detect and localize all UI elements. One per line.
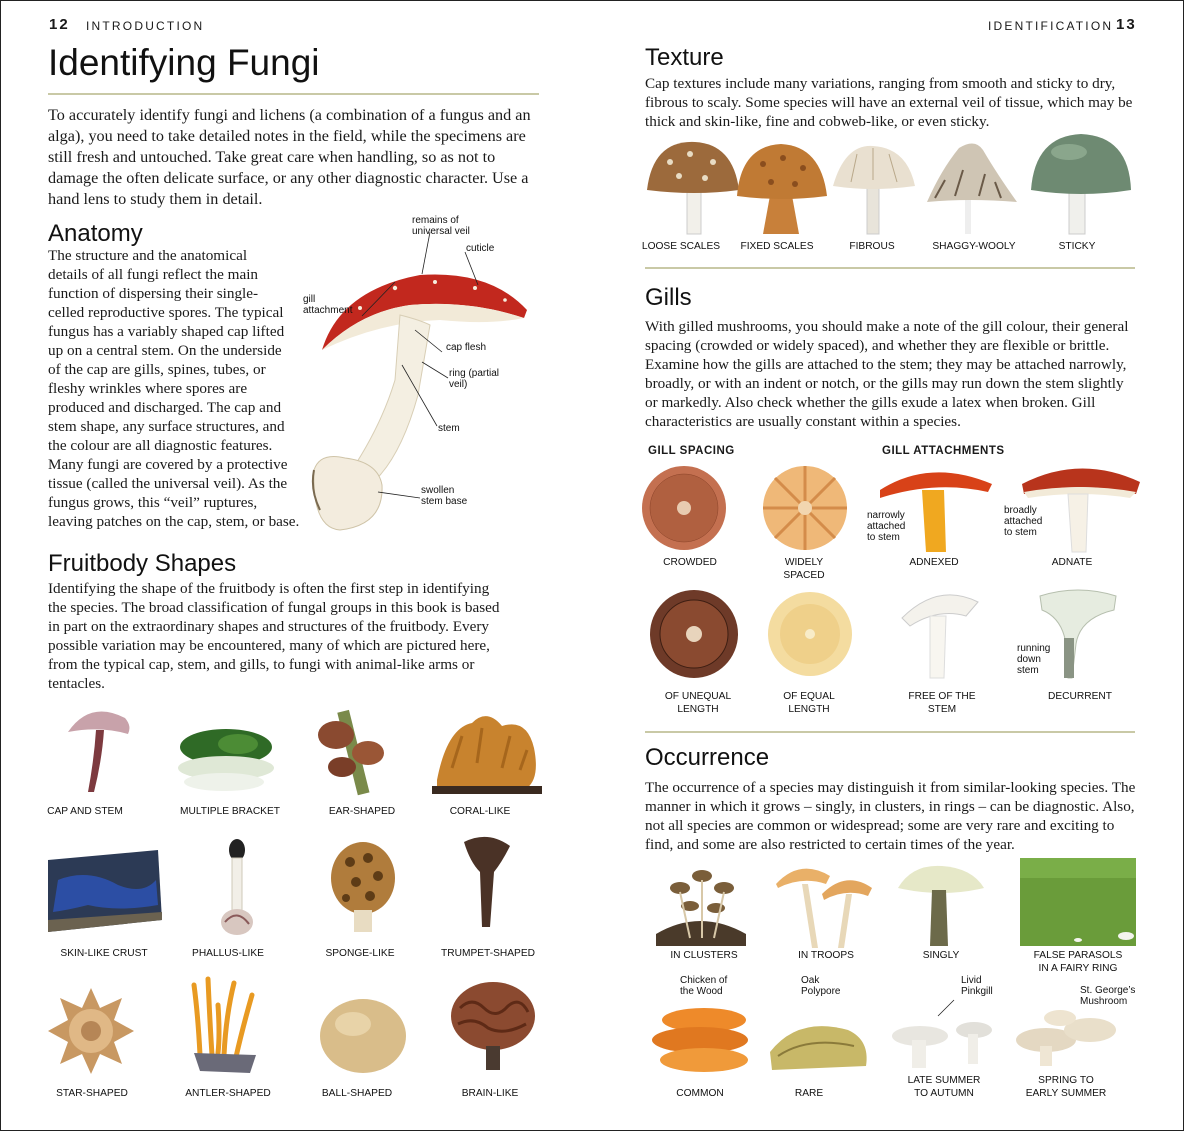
caption-cap-and-stem: CAP AND STEM [47, 806, 123, 817]
gill-spacing-heading: GILL SPACING [648, 445, 735, 457]
multiple-bracket-illustration [176, 722, 281, 797]
occurrence-row2-illustrations [648, 996, 1138, 1080]
label-oak-polypore: Oak Polypore [801, 975, 841, 997]
fairy-ring-grass [1020, 858, 1136, 946]
caption-ball-shaped: BALL-SHAPED [321, 1088, 393, 1099]
sponge-like-illustration [328, 840, 398, 935]
note-narrowly-attached: narrowly attached to stem [867, 510, 906, 543]
label-universal-veil: remains of universal veil [412, 215, 470, 237]
caption-skin-like-crust: SKIN-LIKE CRUST [60, 948, 148, 959]
occurrence-row1-illustrations [650, 858, 1140, 950]
gills-text: With gilled mushrooms, you should make a note of the gill colour, their general spacing (crowded or widely spaced), and whether they are flexible or brittle. Examine how the gills are attached to the stem; they may be attached narrowly, broadly, or with an indent or notch, or the gills may run down the stem slightly or markedly. Also check whether the gills exude a latex when broken. Gill characteristics are usually constant within a species. [645, 318, 1129, 430]
caption-rare: RARE [794, 1088, 824, 1099]
caption-brain-like: BRAIN-LIKE [461, 1088, 519, 1099]
caption-widely-spaced: WIDELY SPACED [783, 557, 825, 581]
texture-illustrations [645, 140, 1145, 236]
caption-adnate: ADNATE [1051, 557, 1093, 568]
texture-text: Cap textures include many variations, ranging from smooth and sticky to dry, fibrous to scaly. Some species will have an external veil of tissue, which may be thick and skin-like, fine and cobweb-like, or even sticky. [645, 75, 1133, 130]
fly-agaric-anatomy-illustration [300, 230, 540, 540]
label-cap-flesh: cap flesh [446, 342, 487, 353]
intro-paragraph: To accurately identify fungi and lichens (a combination of a fungus and an alga), you need to take detailed notes in the field, while the specimens are still fresh and untouched. Take great care when handling, so as not to damage the often delicate surface, or any other diagnostic character. Use a hand lens to study them in detail. [48, 106, 531, 208]
label-cuticle: cuticle [466, 243, 495, 254]
caption-common: COMMON [676, 1088, 724, 1099]
unequal-length-gills [650, 590, 738, 678]
label-livid-pinkgill: Livid Pinkgill [961, 975, 993, 997]
label-chicken-of-the-wood: Chicken of the Wood [680, 975, 728, 997]
right-page-number: 13 [1116, 16, 1137, 33]
caption-shaggy-wooly: SHAGGY-WOOLY [932, 241, 1016, 252]
widely-spaced-gills [763, 466, 847, 550]
decurrent-mushroom [1040, 590, 1116, 678]
label-gill-attachment: gill attachment [303, 294, 353, 316]
caption-decurrent: DECURRENT [1048, 691, 1112, 702]
in-clusters-mushrooms [656, 870, 746, 946]
caption-fairy-ring: FALSE PARASOLS IN A FAIRY RING [1033, 950, 1123, 974]
anatomy-heading: Anatomy [48, 220, 143, 247]
shaggy-wooly-mushroom [927, 143, 1017, 234]
caption-multiple-bracket: MULTIPLE BRACKET [179, 806, 280, 817]
note-broadly-attached: broadly attached to stem [1004, 505, 1043, 538]
caption-loose-scales: LOOSE SCALES [641, 241, 721, 252]
left-running-head: INTRODUCTION [86, 19, 205, 33]
gills-heading: Gills [645, 284, 692, 311]
singly-mushroom [898, 866, 984, 946]
note-running-down-stem: running down stem [1017, 643, 1051, 676]
caption-crowded: CROWDED [663, 557, 717, 568]
caption-late-summer: LATE SUMMER TO AUTUMN [907, 1075, 981, 1099]
anatomy-text: The structure and the anatomical details of all fungi reflect the main function of dispersing their single- celled reproductive spores. The typical fungus has a variably shaped cap lifted up on a central stem. On the underside of the cap are gills, spines, tubes, or fleshy wrinkles where spores are produced and discharged. The cap and stem shape, any surface structures, and the colour are all diagnostic features. Many fungi are covered by a protective tissue (called the universal veil). As the fungus grows, this “veil” ruptures, leaving patches on the cap, stem, or base. [48, 247, 300, 530]
title-rule [48, 93, 539, 95]
caption-singly: SINGLY [922, 950, 960, 961]
label-ring: ring (partial veil) [449, 368, 500, 390]
texture-heading: Texture [645, 44, 724, 71]
star-shaped-illustration [48, 988, 134, 1074]
caption-fixed-scales: FIXED SCALES [740, 241, 814, 252]
caption-unequal-length: OF UNEQUAL LENGTH [664, 691, 732, 715]
caption-fibrous: FIBROUS [849, 241, 895, 252]
chicken-of-the-wood-fungus [652, 1008, 748, 1072]
label-stem: stem [438, 423, 460, 434]
ball-shaped-illustration [318, 996, 408, 1074]
gills-rule [645, 731, 1135, 733]
caption-adnexed: ADNEXED [909, 557, 959, 568]
loose-scales-mushroom [647, 142, 739, 234]
caption-trumpet-shaped: TRUMPET-SHAPED [441, 948, 535, 959]
caption-in-troops: IN TROOPS [798, 950, 854, 961]
gills-row2-illustrations [648, 588, 1148, 684]
oak-polypore-fungus [770, 1026, 867, 1070]
caption-phallus-like: PHALLUS-LIKE [192, 948, 264, 959]
ear-shaped-illustration [316, 705, 391, 795]
label-swollen-base: swollen stem base [421, 485, 468, 507]
occurrence-text: The occurrence of a species may distinguish it from similar-looking species. The manner in which it grows – singly, in clusters, in rings – can be diagnostic. Also, not all species are common or widespread; some are very rare and exciting to find, and some are also restricted to certain times of the year. [645, 779, 1136, 853]
fruitbody-heading: Fruitbody Shapes [48, 550, 237, 577]
page-title: Identifying Fungi [48, 42, 320, 83]
caption-in-clusters: IN CLUSTERS [670, 950, 738, 961]
phallus-like-illustration [215, 838, 260, 938]
label-st-georges-mushroom: St. George’s Mushroom [1080, 985, 1136, 1007]
caption-free-of-stem: FREE OF THE STEM [908, 691, 976, 715]
caption-star-shaped: STAR-SHAPED [56, 1088, 128, 1099]
coral-like-illustration [432, 708, 542, 796]
caption-spring: SPRING TO EARLY SUMMER [1025, 1075, 1107, 1099]
gill-attachments-heading: GILL ATTACHMENTS [882, 445, 1005, 457]
equal-length-gills [768, 592, 852, 676]
occurrence-heading: Occurrence [645, 744, 770, 771]
caption-coral-like: CORAL-LIKE [449, 806, 511, 817]
sticky-mushroom [1031, 134, 1131, 234]
fibrous-mushroom [833, 146, 915, 234]
fruitbody-text: Identifying the shape of the fruitbody is often the first step in identifying the species. The broad classification of fungal groups in this book is based in part on the extraordinary shapes and structures of the fruitbody. Every possible variation may be encountered, many of which are pictured here, from the typical cap, stem, and gills, to fungi with animal-like arms or tentacles. [48, 580, 500, 692]
antler-shaped-illustration [190, 975, 260, 1075]
caption-ear-shaped: EAR-SHAPED [328, 806, 396, 817]
cap-and-stem-illustration [60, 700, 140, 795]
st-georges-mushrooms [1016, 1010, 1116, 1066]
skin-like-crust-illustration [48, 850, 163, 932]
right-running-head: IDENTIFICATION [988, 19, 1114, 33]
fixed-scales-mushroom [737, 144, 827, 234]
texture-rule [645, 267, 1135, 269]
in-troops-mushrooms [776, 869, 872, 948]
caption-antler-shaped: ANTLER-SHAPED [185, 1088, 271, 1099]
livid-pinkgill-mushrooms [892, 1000, 992, 1068]
caption-sponge-like: SPONGE-LIKE [325, 948, 395, 959]
crowded-gills [642, 466, 726, 550]
caption-sticky: STICKY [1058, 241, 1096, 252]
trumpet-shaped-illustration [460, 832, 515, 932]
left-page-number: 12 [49, 16, 70, 33]
free-of-stem-mushroom [902, 595, 978, 678]
caption-equal-length: OF EQUAL LENGTH [783, 691, 835, 715]
brain-like-illustration [448, 978, 538, 1073]
